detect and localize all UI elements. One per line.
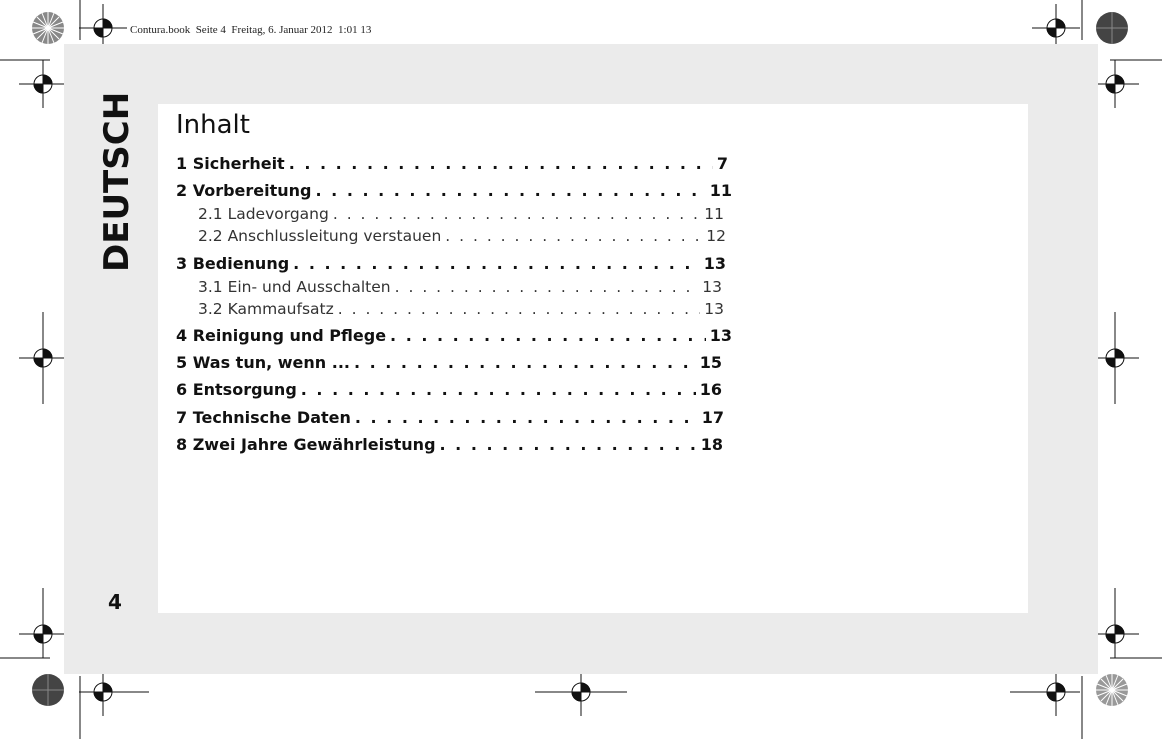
toc-entry[interactable] [176, 353, 722, 372]
starwheel-top-right [1096, 12, 1128, 44]
toc-entry[interactable] [176, 181, 732, 200]
dot-leader [445, 227, 702, 245]
registration-mark-bottom-left [79, 668, 149, 716]
registration-mark-right-lower [1091, 588, 1139, 658]
toc-entry-label: 3 Bedienung [176, 254, 290, 273]
toc-entry-page: 16 [699, 380, 722, 399]
toc-entry[interactable] [198, 227, 726, 245]
toc-entry-label: 7 Technische Daten [176, 408, 351, 427]
toc-entry-page: 17 [701, 408, 724, 427]
print-slug: Contura.book Seite 4 Freitag, 6. Januar 2012 1:01 13 [130, 24, 372, 36]
dot-leader [440, 435, 697, 454]
toc-entry-label: 5 Was tun, wenn ... [176, 353, 350, 372]
toc-entry-page: 11 [704, 205, 724, 223]
toc-entry-label: 2.2 Anschlussleitung verstauen [198, 227, 442, 245]
dot-leader [338, 300, 701, 318]
toc-entry[interactable] [176, 408, 724, 427]
toc-entry[interactable] [176, 326, 732, 345]
toc-entry-label: 1 Sicherheit [176, 154, 285, 173]
dot-leader [293, 254, 700, 273]
toc-entry-page: 15 [699, 353, 722, 372]
toc-entry-label: 3.1 Ein- und Ausschalten [198, 278, 391, 296]
registration-mark-left-lower [19, 588, 67, 658]
toc-entry-label: 3.2 Kammaufsatz [198, 300, 334, 318]
toc-entry[interactable] [198, 205, 724, 223]
dot-leader [316, 181, 706, 200]
toc-entry[interactable] [176, 435, 723, 454]
toc-entry-page: 13 [704, 300, 724, 318]
starwheel-top-left [32, 12, 64, 44]
toc-entry-page: 7 [716, 154, 728, 173]
dot-leader [390, 326, 706, 345]
registration-mark-bottom-center [535, 668, 627, 716]
page-number: 4 [108, 590, 122, 614]
toc-entry-page: 11 [709, 181, 732, 200]
registration-mark-left-upper [19, 60, 67, 108]
toc-entry-page: 13 [709, 326, 732, 345]
registration-mark-right-upper [1091, 60, 1139, 108]
dot-leader [289, 154, 713, 173]
starwheel-bottom-right [1096, 674, 1128, 706]
registration-mark-bottom-right [1010, 668, 1080, 716]
starwheel-bottom-left [32, 674, 64, 706]
toc-entry-label: 4 Reinigung und Pflege [176, 326, 387, 345]
toc-entry[interactable] [176, 380, 722, 399]
registration-mark-right-mid [1091, 312, 1139, 404]
dot-leader [355, 408, 698, 427]
toc-entry[interactable] [198, 278, 722, 296]
toc-entry[interactable] [198, 300, 724, 318]
page-title: Inhalt [176, 110, 250, 140]
toc-entry[interactable] [176, 154, 728, 173]
toc-entry-page: 18 [700, 435, 723, 454]
registration-mark-left-mid [19, 312, 67, 404]
dot-leader [395, 278, 699, 296]
toc-entry[interactable] [176, 254, 726, 273]
dot-leader [354, 353, 696, 372]
toc-entry-page: 13 [703, 254, 726, 273]
toc-entry-page: 12 [706, 227, 726, 245]
language-tab: DEUTSCH [97, 91, 137, 272]
toc-entry-page: 13 [702, 278, 722, 296]
toc-entry-label: 2 Vorbereitung [176, 181, 312, 200]
toc-entry-label: 6 Entsorgung [176, 380, 297, 399]
toc-entry-label: 2.1 Ladevorgang [198, 205, 329, 223]
dot-leader [333, 205, 700, 223]
toc-entry-label: 8 Zwei Jahre Gewährleistung [176, 435, 436, 454]
dot-leader [301, 380, 696, 399]
